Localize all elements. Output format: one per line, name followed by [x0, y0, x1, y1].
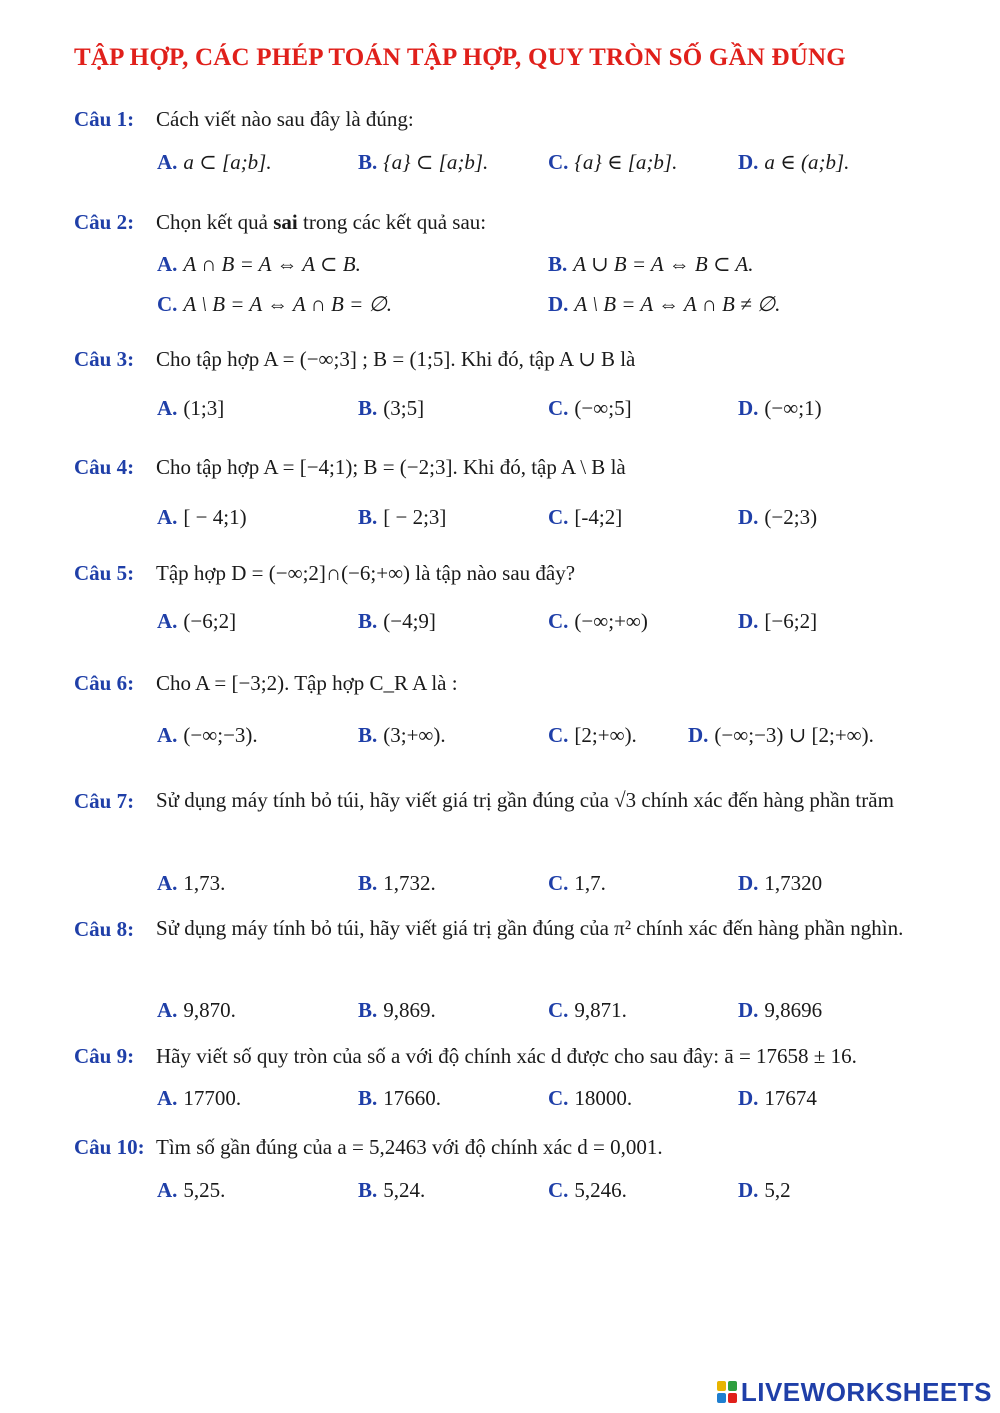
question-label: Câu 3:: [74, 347, 135, 371]
option-text: (−∞;−3).: [183, 723, 258, 747]
logo-text: LIVEWORKSHEETS: [740, 1376, 992, 1407]
liveworksheets-logo-icon: [717, 1381, 737, 1403]
option-b[interactable]: [358, 609, 436, 634]
option-text: 9,8696: [764, 998, 823, 1022]
option-a[interactable]: [157, 871, 225, 896]
option-letter: D.: [738, 998, 759, 1022]
liveworksheets-logo[interactable]: [717, 1377, 992, 1407]
option-d[interactable]: [688, 723, 874, 748]
option-letter: A.: [157, 998, 178, 1022]
option-d[interactable]: [738, 1086, 817, 1111]
option-a[interactable]: [157, 505, 247, 530]
option-text: 5,2: [764, 1178, 791, 1202]
question-label: Câu 8:: [74, 917, 135, 941]
question-text-bold: sai: [273, 210, 298, 234]
option-letter: A.: [157, 150, 178, 174]
option-a[interactable]: [157, 150, 272, 175]
option-text: 9,871.: [574, 998, 627, 1022]
option-text: (−∞;+∞): [574, 609, 648, 633]
option-b[interactable]: [358, 871, 436, 896]
option-a[interactable]: [157, 609, 236, 634]
option-a[interactable]: [157, 1086, 241, 1111]
option-text: A \ B = A ⇔ A ∩ B = ∅.: [183, 292, 393, 316]
question-text: Cho tập hợp A = (−∞;3] ; B = (1;5]. Khi đó, tập A ∪ B là: [156, 347, 636, 371]
question-label: Câu 2:: [74, 210, 135, 234]
option-a[interactable]: [157, 252, 361, 277]
option-text: [-4;2]: [574, 505, 623, 529]
option-d[interactable]: [738, 150, 849, 175]
option-d[interactable]: [548, 292, 780, 317]
question-label: Câu 7:: [74, 789, 135, 813]
question-2: [74, 210, 486, 235]
option-letter: A.: [157, 723, 178, 747]
option-letter: C.: [548, 505, 569, 529]
question-text: Tìm số gần đúng của a = 5,2463 với độ chính xác d = 0,001.: [156, 1135, 663, 1159]
question-text: Cho A = [−3;2). Tập hợp C_R A là :: [156, 671, 458, 695]
option-a[interactable]: [157, 723, 258, 748]
option-letter: B.: [358, 1086, 378, 1110]
option-c[interactable]: [548, 609, 648, 634]
option-letter: C.: [548, 150, 569, 174]
question-label: Câu 4:: [74, 455, 135, 479]
option-a[interactable]: [157, 998, 236, 1023]
option-text: {a} ∈ [a;b].: [574, 150, 678, 174]
option-b[interactable]: [358, 723, 446, 748]
option-letter: C.: [548, 1086, 569, 1110]
option-c[interactable]: [157, 292, 392, 317]
option-letter: D.: [738, 1086, 759, 1110]
option-letter: B.: [358, 505, 378, 529]
option-b[interactable]: [358, 998, 436, 1023]
option-letter: A.: [157, 396, 178, 420]
option-text: (−∞;5]: [574, 396, 632, 420]
option-d[interactable]: [738, 1178, 791, 1203]
question-10: [74, 1135, 663, 1160]
option-text: 1,732.: [383, 871, 436, 895]
question-text: Hãy viết số quy tròn của số a với độ chính xác d được cho sau đây: ā = 17658 ± 16.: [156, 1044, 857, 1068]
question-7-text: Sử dụng máy tính bỏ túi, hãy viết giá trị gần đúng của √3 chính xác đến hàng phần trăm: [156, 788, 894, 812]
question-9: [74, 1044, 857, 1069]
option-b[interactable]: [358, 505, 446, 530]
question-3: [74, 347, 635, 372]
question-label: Câu 1:: [74, 107, 135, 131]
option-text: (−∞;−3) ∪ [2;+∞).: [714, 723, 874, 747]
question-text-after: trong các kết quả sau:: [297, 210, 487, 234]
option-letter: B.: [358, 396, 378, 420]
option-c[interactable]: [548, 150, 677, 175]
option-letter: D.: [738, 505, 759, 529]
option-text: 1,73.: [183, 871, 226, 895]
option-a[interactable]: [157, 396, 224, 421]
option-text: 9,869.: [383, 998, 436, 1022]
question-5: [74, 561, 575, 586]
option-letter: D.: [738, 150, 759, 174]
option-text: (−2;3): [764, 505, 818, 529]
option-b[interactable]: [358, 150, 488, 175]
question-text: Tập hợp D = (−∞;2]∩(−6;+∞) là tập nào sau đây?: [156, 561, 576, 585]
page-title: TẬP HỢP, CÁC PHÉP TOÁN TẬP HỢP, QUY TRÒN SỐ GẦN ĐÚNG: [74, 44, 846, 71]
option-d[interactable]: [738, 505, 817, 530]
option-d[interactable]: [738, 396, 822, 421]
question-4: [74, 455, 626, 480]
question-1: [74, 107, 414, 132]
question-label: Câu 5:: [74, 561, 135, 585]
question-label: Câu 9:: [74, 1044, 135, 1068]
option-text: 18000.: [574, 1086, 633, 1110]
option-text: A ∩ B = A ⇔ A ⊂ B.: [183, 252, 361, 276]
option-text: [2;+∞).: [574, 723, 637, 747]
option-text: 5,24.: [383, 1178, 426, 1202]
option-c[interactable]: [548, 1086, 632, 1111]
option-letter: A.: [157, 609, 178, 633]
option-letter: A.: [157, 871, 178, 895]
option-text: (3;5]: [383, 396, 425, 420]
option-letter: A.: [157, 252, 178, 276]
question-label: Câu 10:: [74, 1135, 145, 1159]
question-label: Câu 6:: [74, 671, 135, 695]
question-text-before: Chọn kết quả: [156, 210, 274, 234]
option-letter: B.: [548, 252, 568, 276]
option-c[interactable]: [548, 998, 627, 1023]
option-letter: D.: [738, 609, 759, 633]
option-a[interactable]: [157, 1178, 225, 1203]
question-text: Cách viết nào sau đây là đúng:: [156, 107, 414, 131]
option-b[interactable]: [358, 1086, 441, 1111]
option-text: a ∈ (a;b].: [764, 150, 850, 174]
option-text: a ⊂ [a;b].: [183, 150, 272, 174]
option-text: [ − 4;1): [183, 505, 247, 529]
option-letter: D.: [738, 396, 759, 420]
option-letter: A.: [157, 1178, 178, 1202]
option-letter: B.: [358, 1178, 378, 1202]
option-text: {a} ⊂ [a;b].: [383, 150, 489, 174]
option-text: [−6;2]: [764, 609, 818, 633]
option-letter: A.: [157, 505, 178, 529]
option-d[interactable]: [738, 871, 822, 896]
question-text: Cho tập hợp A = [−4;1); B = (−2;3]. Khi đó, tập A \ B là: [156, 455, 626, 479]
option-text: 17674: [764, 1086, 817, 1110]
question-8-text: Sử dụng máy tính bỏ túi, hãy viết giá trị gần đúng của π² chính xác đến hàng phần nghìn.: [156, 916, 904, 940]
option-text: 1,7320: [764, 871, 823, 895]
option-letter: B.: [358, 723, 378, 747]
option-text: [ − 2;3]: [383, 505, 447, 529]
option-text: 5,25.: [183, 1178, 226, 1202]
option-text: (−4;9]: [383, 609, 436, 633]
option-letter: B.: [358, 998, 378, 1022]
option-b[interactable]: [358, 1178, 425, 1203]
option-c[interactable]: [548, 505, 622, 530]
option-letter: A.: [157, 1086, 178, 1110]
option-text: A ∪ B = A ⇔ B ⊂ A.: [573, 252, 754, 276]
option-letter: C.: [157, 292, 178, 316]
option-letter: C.: [548, 871, 569, 895]
option-letter: D.: [548, 292, 569, 316]
option-text: 9,870.: [183, 998, 236, 1022]
option-letter: B.: [358, 150, 378, 174]
option-c[interactable]: [548, 723, 637, 748]
option-letter: C.: [548, 609, 569, 633]
option-text: 17660.: [383, 1086, 442, 1110]
option-text: (1;3]: [183, 396, 225, 420]
option-letter: D.: [688, 723, 709, 747]
option-d[interactable]: [738, 998, 822, 1023]
option-b[interactable]: [548, 252, 754, 277]
question-6: [74, 671, 458, 696]
option-letter: C.: [548, 723, 569, 747]
option-text: (−6;2]: [183, 609, 237, 633]
option-letter: C.: [548, 998, 569, 1022]
option-letter: D.: [738, 1178, 759, 1202]
option-c[interactable]: [548, 871, 606, 896]
option-text: 5,246.: [574, 1178, 627, 1202]
option-letter: C.: [548, 396, 569, 420]
option-letter: B.: [358, 871, 378, 895]
option-text: A \ B = A ⇔ A ∩ B ≠ ∅.: [574, 292, 781, 316]
option-letter: D.: [738, 871, 759, 895]
option-b[interactable]: [358, 396, 424, 421]
option-text: 1,7.: [574, 871, 606, 895]
option-text: 17700.: [183, 1086, 242, 1110]
option-text: (3;+∞).: [383, 723, 446, 747]
option-d[interactable]: [738, 609, 817, 634]
option-c[interactable]: [548, 1178, 627, 1203]
option-c[interactable]: [548, 396, 632, 421]
option-letter: C.: [548, 1178, 569, 1202]
option-letter: B.: [358, 609, 378, 633]
option-text: (−∞;1): [764, 396, 822, 420]
